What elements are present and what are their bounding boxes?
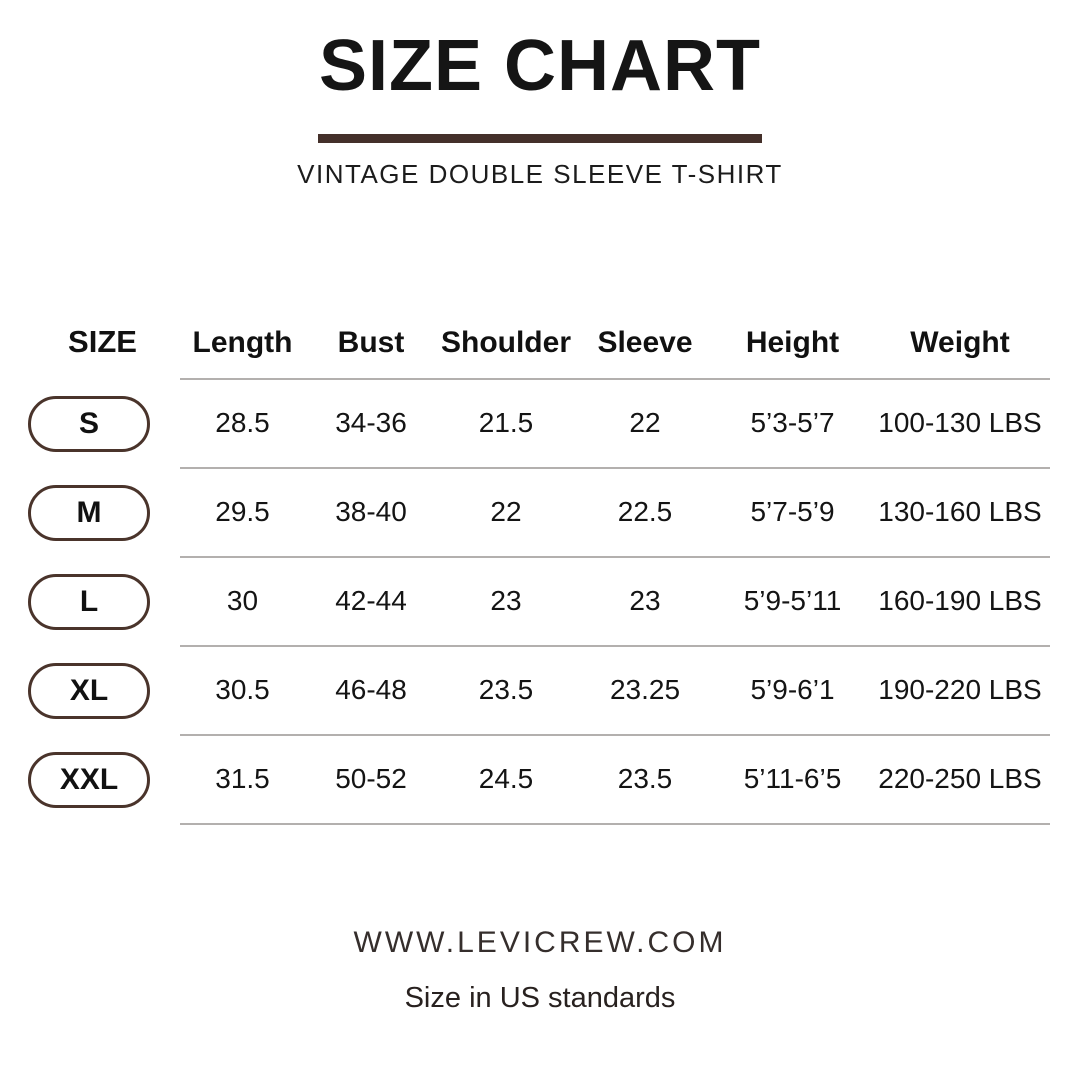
cell-height: 5’7-5’9	[750, 496, 835, 528]
size-badge: XL	[28, 663, 150, 719]
cell-sleeve: 22.5	[617, 496, 673, 528]
table-divider	[180, 823, 1050, 825]
cell-shoulder: 21.5	[478, 407, 534, 439]
size-badge: M	[28, 485, 150, 541]
size-badge: L	[28, 574, 150, 630]
cell-shoulder: 24.5	[478, 763, 534, 795]
column-header-weight: Weight	[910, 325, 1010, 359]
size-badge-cell	[25, 485, 180, 541]
table-row	[25, 736, 1050, 823]
column-header-length: Length	[192, 325, 293, 359]
table-row	[25, 469, 1050, 556]
size-standard-note: Size in US standards	[404, 982, 676, 1014]
column-header-size: SIZE	[68, 324, 137, 360]
column-header-height: Height	[745, 325, 840, 359]
cell-bust: 34-36	[335, 407, 407, 439]
cell-sleeve: 23.25	[609, 674, 681, 706]
cell-bust: 46-48	[335, 674, 407, 706]
cell-weight: 220-250 LBS	[878, 763, 1042, 795]
table-row	[25, 380, 1050, 467]
cell-weight: 100-130 LBS	[878, 407, 1042, 439]
size-badge-cell	[25, 663, 180, 719]
cell-length: 31.5	[215, 763, 270, 795]
cell-height: 5’9-6’1	[750, 674, 835, 706]
cell-shoulder: 23	[490, 585, 522, 617]
column-header-bust: Bust	[337, 325, 405, 359]
column-header-sleeve: Sleeve	[597, 325, 693, 359]
table-row	[25, 558, 1050, 645]
column-header-shoulder: Shoulder	[440, 325, 571, 359]
website-url: WWW.LEVICREW.COM	[353, 926, 727, 959]
table-header-row	[25, 306, 1050, 378]
cell-length: 30	[226, 585, 259, 617]
cell-bust: 42-44	[335, 585, 407, 617]
cell-bust: 50-52	[335, 763, 407, 795]
cell-sleeve: 23.5	[617, 763, 673, 795]
cell-shoulder: 22	[490, 496, 522, 528]
size-chart-table	[25, 306, 1050, 825]
cell-height: 5’9-5’11	[743, 585, 842, 617]
cell-weight: 190-220 LBS	[878, 674, 1042, 706]
cell-shoulder: 23.5	[478, 674, 534, 706]
cell-length: 30.5	[215, 674, 270, 706]
cell-weight: 130-160 LBS	[878, 496, 1042, 528]
size-badge-cell	[25, 752, 180, 808]
size-badge-cell	[25, 396, 180, 452]
cell-length: 29.5	[215, 496, 270, 528]
product-subtitle: VINTAGE DOUBLE SLEEVE T-SHIRT	[297, 159, 783, 189]
cell-weight: 160-190 LBS	[878, 585, 1042, 617]
table-row	[25, 647, 1050, 734]
size-badge-cell	[25, 574, 180, 630]
page-title: SIZE CHART	[319, 26, 761, 106]
cell-sleeve: 23	[629, 585, 661, 617]
cell-length: 28.5	[215, 407, 270, 439]
title-underline-bar	[318, 134, 762, 143]
cell-height: 5’11-6’5	[743, 763, 842, 795]
cell-sleeve: 22	[629, 407, 661, 439]
size-badge: S	[28, 396, 150, 452]
cell-height: 5’3-5’7	[750, 407, 835, 439]
cell-bust: 38-40	[335, 496, 407, 528]
size-badge: XXL	[28, 752, 150, 808]
